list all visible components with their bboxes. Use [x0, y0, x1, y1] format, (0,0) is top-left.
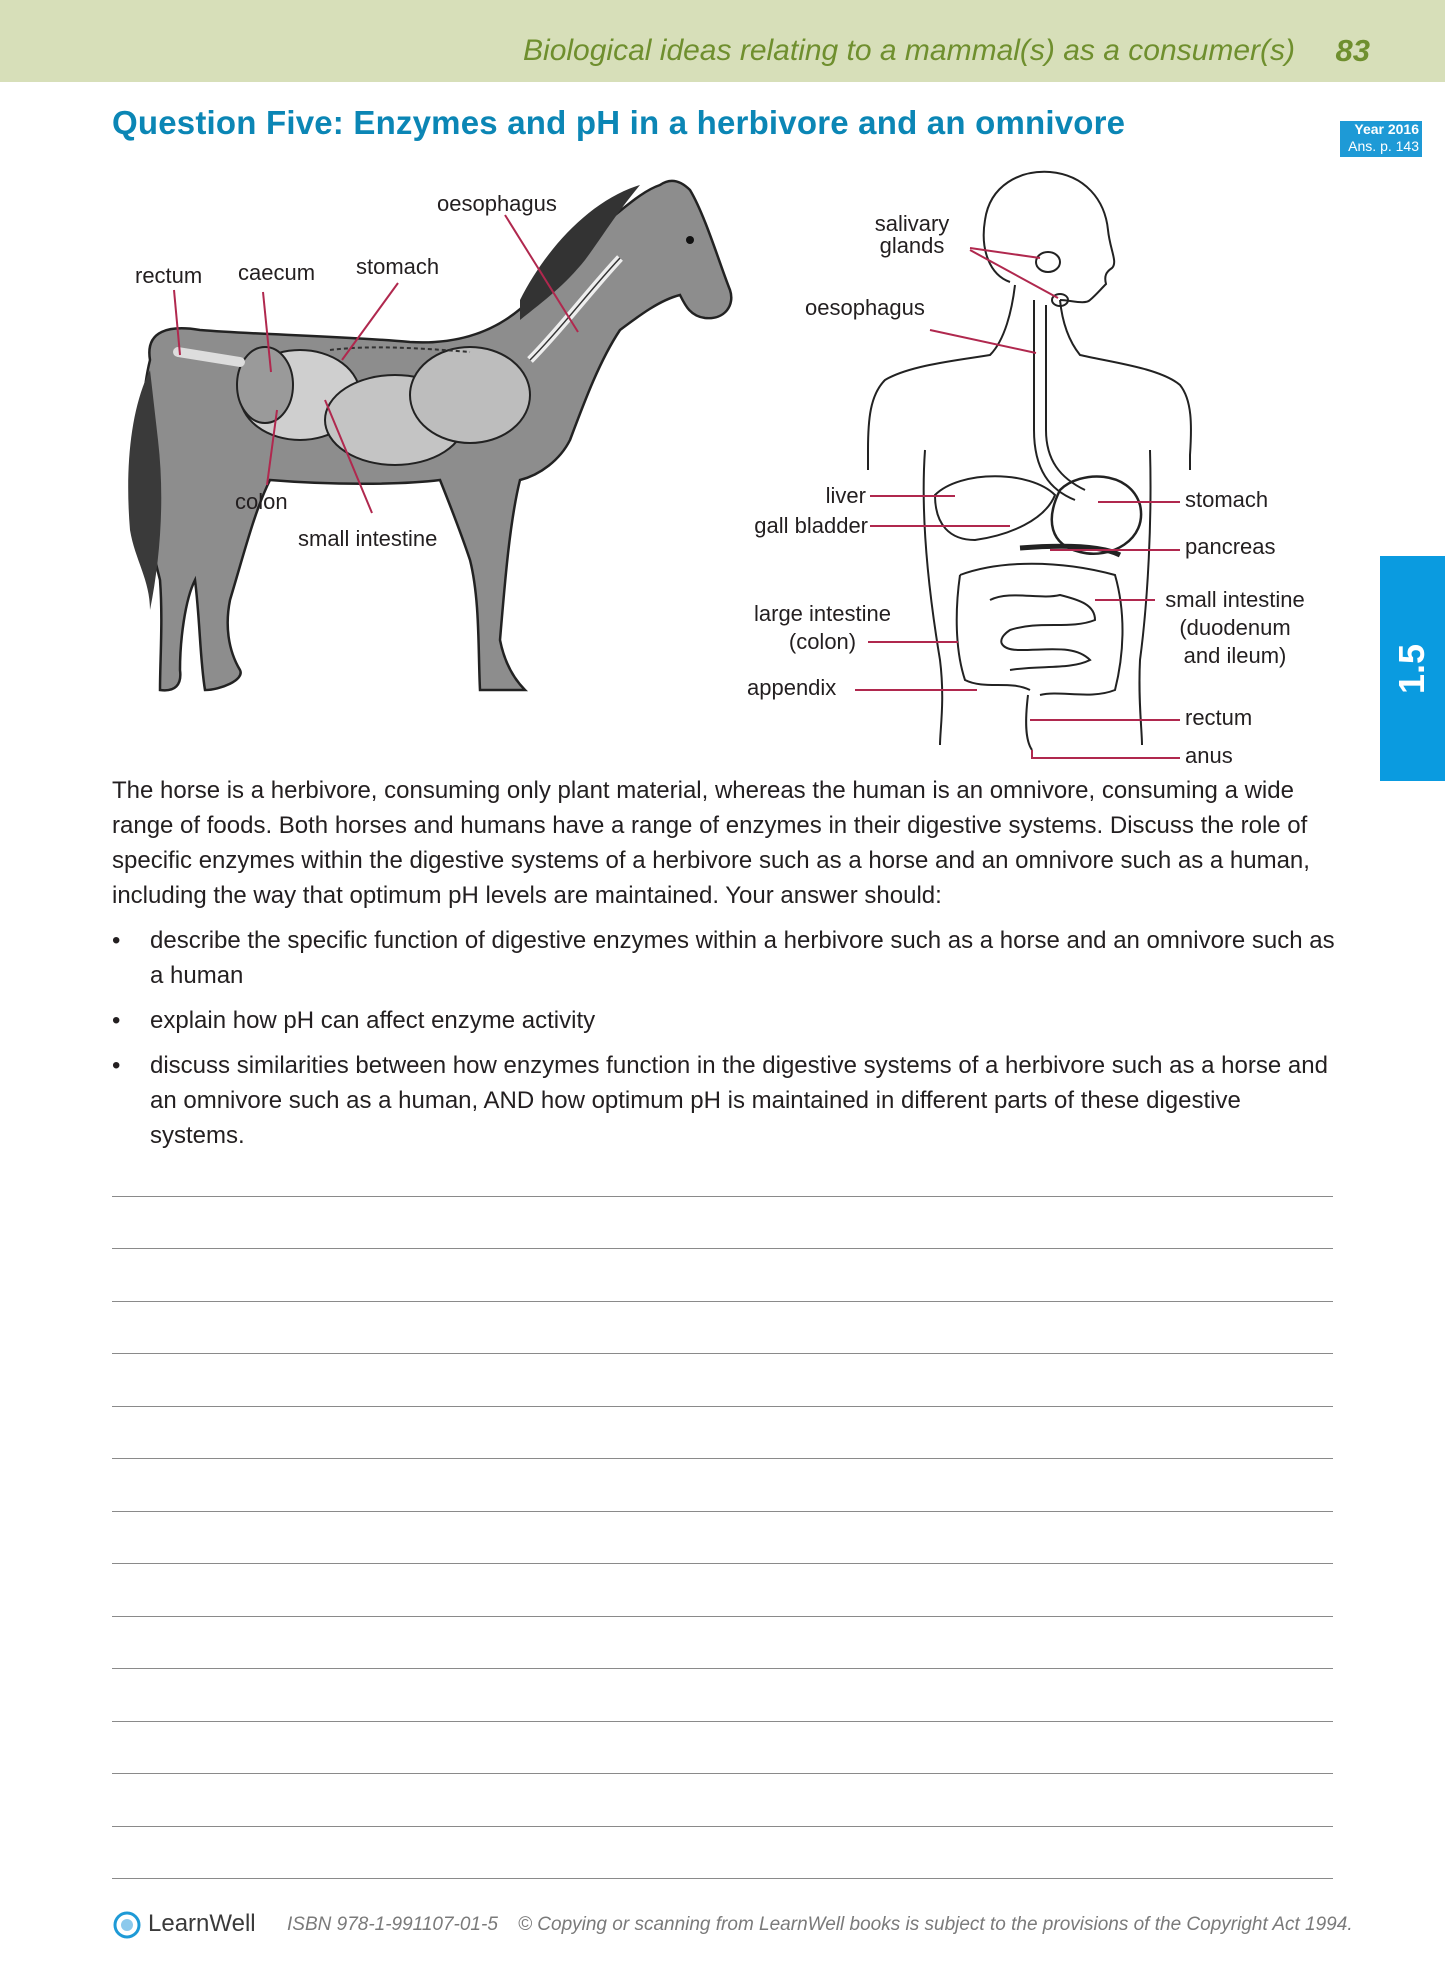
answer-line[interactable] — [112, 1616, 1333, 1617]
answer-line[interactable] — [112, 1248, 1333, 1249]
human-label-small-intestine-3: and ileum) — [1183, 643, 1287, 668]
human-label-oesophagus: oesophagus — [805, 295, 925, 320]
answer-line[interactable] — [112, 1668, 1333, 1669]
human-label-appendix: appendix — [747, 675, 837, 700]
human-label-salivary-glands — [870, 213, 954, 257]
answer-line[interactable] — [112, 1878, 1333, 1879]
requirement-item — [112, 1048, 1342, 1153]
learnwell-logo-icon — [112, 1910, 142, 1940]
requirement-text: discuss similarities between how enzymes function in the digestive systems of a herbivore such as a horse and an omnivore such as a human, AND how optimum pH is maintained in different parts of these digestive systems. — [150, 1052, 1328, 1149]
human-label-large-intestine-2: (colon) — [788, 629, 857, 654]
human-label-liver: liver — [825, 483, 866, 508]
answer-line[interactable] — [112, 1773, 1333, 1774]
section-tab-label: 1.5 — [1391, 643, 1433, 694]
human-label-salivary: salivary — [874, 211, 950, 236]
question-intro: The horse is a herbivore, consuming only plant material, whereas the human is an omnivore, consuming a wide range of foods. Both horses and humans have a range of enzymes in their digestive systems. Discuss the role of specific enzymes within the digestive systems of a herbivore such as a horse and an omnivore such as a human, including the way that optimum pH levels are maintained. Your answer should: — [112, 777, 1310, 909]
page-number: 83 — [1335, 33, 1370, 68]
answer-line[interactable] — [112, 1196, 1333, 1197]
running-title: Biological ideas relating to a mammal(s) as a consumer(s) — [523, 34, 1295, 67]
answer-line[interactable] — [112, 1301, 1333, 1302]
bullet: • — [112, 927, 121, 954]
question-title: Question Five: Enzymes and pH in a herbivore and an omnivore — [112, 104, 1126, 141]
requirement-item — [112, 1003, 1342, 1038]
answer-line[interactable] — [112, 1563, 1333, 1564]
human-label-anus: anus — [1185, 743, 1233, 768]
answer-line[interactable] — [112, 1826, 1333, 1827]
human-label-rectum: rectum — [1185, 705, 1253, 730]
requirement-text: explain how pH can affect enzyme activity — [150, 1007, 596, 1034]
human-torso-illustration — [868, 172, 1191, 750]
human-label-large-intestine — [745, 600, 900, 656]
answer-line[interactable] — [112, 1353, 1333, 1354]
bullet: • — [112, 1007, 121, 1034]
answer-line[interactable] — [112, 1458, 1333, 1459]
human-label-pancreas: pancreas — [1185, 534, 1276, 559]
human-label-large-intestine-1: large intestine — [754, 601, 891, 626]
human-label-small-intestine — [1155, 586, 1315, 670]
requirement-list — [112, 923, 1342, 1153]
horse-label-colon: colon — [235, 489, 288, 514]
horse-label-rectum: rectum — [135, 263, 203, 288]
bullet: • — [112, 1052, 121, 1079]
badge-answer-ref: Ans. p. 143 — [1348, 138, 1419, 154]
requirement-text: describe the specific function of digestive enzymes within a herbivore such as a horse and an omnivore such as a human — [150, 927, 1335, 989]
horse-label-oesophagus: oesophagus — [437, 191, 557, 216]
learnwell-logo: LearnWell — [148, 1910, 256, 1937]
human-label-small-intestine-1: small intestine — [1165, 587, 1305, 612]
footer-copyright: © Copying or scanning from LearnWell books is subject to the provisions of the Copyright Act 1994. — [518, 1914, 1353, 1935]
footer-isbn: ISBN 978-1-991107-01-5 — [287, 1914, 498, 1935]
answer-line[interactable] — [112, 1406, 1333, 1407]
answer-line[interactable] — [112, 1721, 1333, 1722]
requirement-item — [112, 923, 1342, 993]
horse-label-stomach: stomach — [356, 254, 440, 279]
badge-year: Year 2016 — [1354, 121, 1419, 137]
horse-label-caecum: caecum — [238, 260, 316, 285]
human-label-small-intestine-2: (duodenum — [1179, 615, 1291, 640]
human-label-gall-bladder: gall bladder — [754, 513, 868, 538]
human-label-stomach: stomach — [1185, 487, 1269, 512]
human-leader-lines — [855, 248, 1180, 758]
horse-label-small-intestine: small intestine — [298, 526, 438, 551]
human-label-glands: glands — [879, 233, 945, 258]
question-body — [112, 773, 1342, 1153]
answer-line[interactable] — [112, 1511, 1333, 1512]
